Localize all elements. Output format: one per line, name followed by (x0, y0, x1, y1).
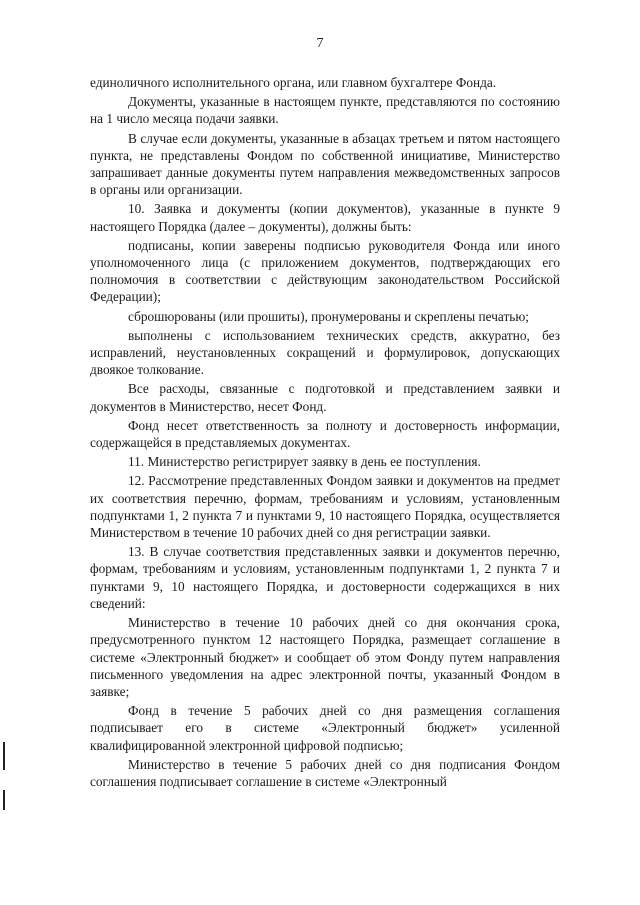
paragraph: Министерство в течение 10 рабочих дней со дня окончания срока, предусмотренного пунктом 12 настоящего Порядка, размещает соглашение в системе «Электронный бюджет» и сообщает об этом Фонду путем направления письменного уведомления на адрес электронной почты, указанный Фондом в заявке; (90, 615, 560, 699)
paragraph: подписаны, копии заверены подписью руководителя Фонда или иного уполномоченного лица (с приложением документов, подтверждающих его полномочия в соответствии с действующим законодательством Российской Федерации); (90, 237, 560, 305)
page-number: 7 (316, 36, 324, 51)
paragraph: Фонд несет ответственность за полноту и достоверность информации, содержащейся в представляемых документах. (90, 417, 560, 451)
paragraph: выполнены с использованием технических средств, аккуратно, без исправлений, неустановленных сокращений и формулировок, допускающих двоякое толкование. (90, 327, 560, 378)
paragraph: Документы, указанные в настоящем пункте, представляются по состоянию на 1 число месяца подачи заявки. (90, 94, 560, 127)
paragraph: Все расходы, связанные с подготовкой и представлением заявки и документов в Министерство, несет Фонд. (90, 381, 560, 414)
paragraph: 11. Министерство регистрирует заявку в день ее поступления. (128, 454, 481, 470)
paragraph: Фонд в течение 5 рабочих дней со дня размещения соглашения подписывает его в системе «Электронный бюджет» усиленной квалифицированной электронной цифровой подписью; (90, 703, 560, 753)
scan-margin-mark (3, 790, 5, 810)
paragraph: 13. В случае соответствия представленных заявки и документов перечню, формам, требованиям и условиям, установленным подпунктами 1, 2 пункта 7 и пунктами 9, 10 настоящего Порядка, и достоверности содержащихся в них сведений: (90, 544, 560, 611)
paragraph: единоличного исполнительного органа, или главном бухгалтере Фонда. (90, 75, 497, 90)
scan-margin-mark (3, 742, 5, 770)
paragraph: В случае если документы, указанные в абзацах третьем и пятом настоящего пункта, не представлены Фондом по собственной инициативе, Министерство запрашивает данные документы путем направления межведомственных запросов в органы или организации. (90, 130, 560, 198)
paragraph: 12. Рассмотрение представленных Фондом заявки и документов на предмет их соответствия перечню, формам, требованиям и условиям, установленным подпунктами 1, 2 пункта 7 и пунктами 9, 10 настоящего Порядка, осуществляется Министерством в течение 10 рабочих дней со дня регистрации заявки. (90, 473, 560, 541)
document-body (90, 74, 560, 792)
paragraph: Министерство в течение 5 рабочих дней со дня подписания Фондом соглашения подписывает соглашение в системе «Электронный (90, 756, 560, 789)
paragraph: 10. Заявка и документы (копии документов), указанные в пункте 9 настоящего Порядка (далее – документы), должны быть: (90, 201, 560, 234)
paragraph: сброшюрованы (или прошиты), пронумерованы и скреплены печатью; (128, 308, 529, 324)
